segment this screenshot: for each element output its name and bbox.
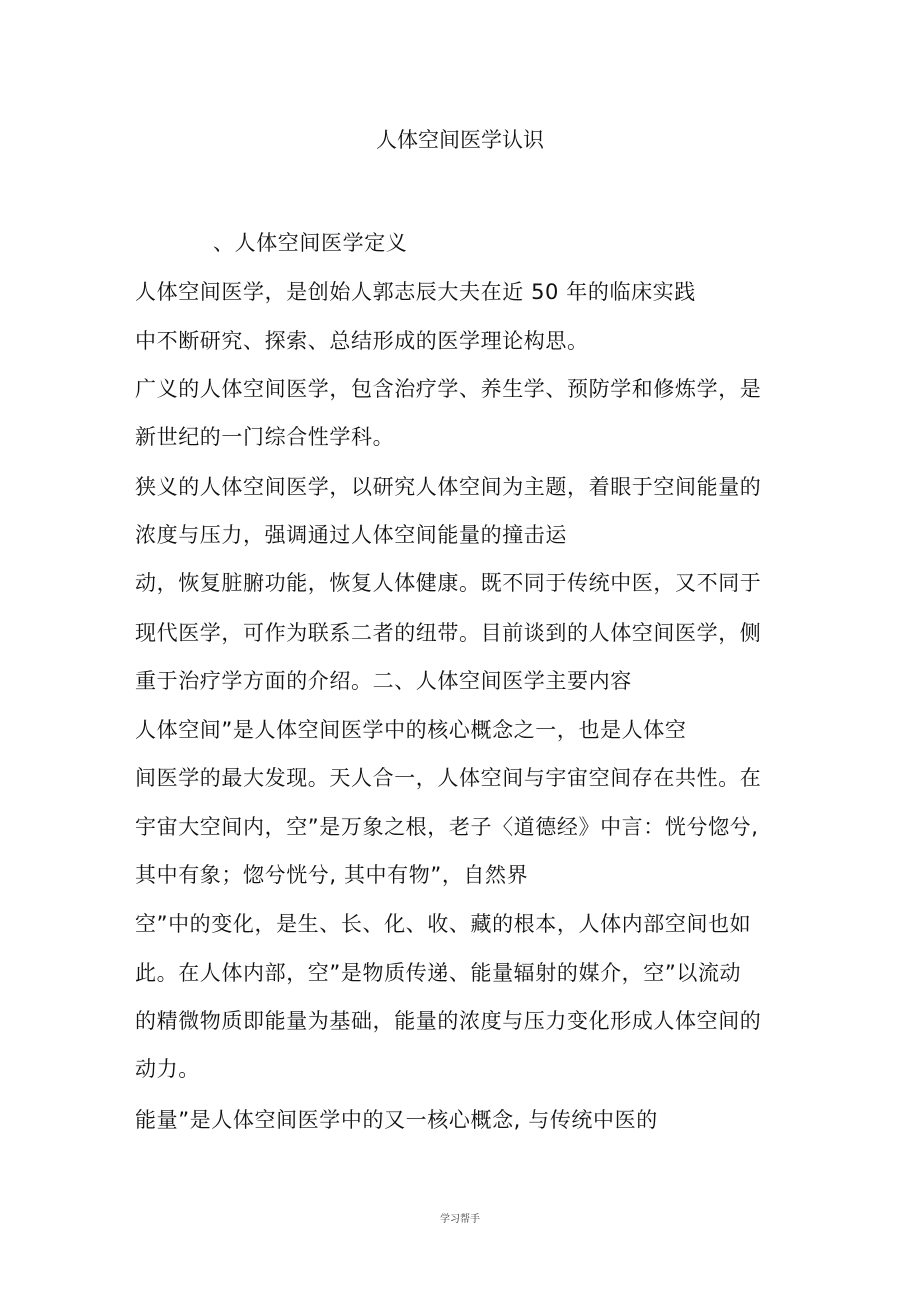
text-line: 宇宙大空间内，空”是万象之根，老子〈道德经》中言：恍兮惚兮, xyxy=(135,815,759,839)
text-line: 能量”是人体空间医学中的又一核心概念, 与传统中医的 xyxy=(135,1108,658,1132)
page-footer: 学习帮手 xyxy=(440,1214,480,1225)
document-title: 人体空间医学认识 xyxy=(376,128,544,152)
text-line: 人体空间医学，是创始人郭志辰大夫在近 50 年的临床实践 xyxy=(135,280,696,304)
text-line: 人体空间”是人体空间医学中的核心概念之一，也是人体空 xyxy=(135,718,687,742)
section-heading-definition: 、人体空间医学定义 xyxy=(213,231,408,255)
text-line: 间医学的最大发现。天人合一，人体空间与宇宙空间存在共性。在 xyxy=(135,766,762,790)
text-line: 广义的人体空间医学，包含治疗学、养生学、预防学和修炼学，是 xyxy=(135,377,762,401)
text-line: 此。在人体内部，空”是物质传递、能量辐射的媒介，空”以流动 xyxy=(135,961,742,985)
text-line: 中不断研究、探索、总结形成的医学理论构思。 xyxy=(135,329,589,353)
text-line: 其中有象；惚兮恍兮, 其中有物”，自然界 xyxy=(135,863,529,887)
text-line: 空”中的变化，是生、长、化、收、藏的根本，人体内部空间也如 xyxy=(135,912,752,936)
text-line: 动力。 xyxy=(135,1057,200,1081)
text-line: 狭义的人体空间医学，以研究人体空间为主题，着眼于空间能量的 xyxy=(135,475,762,499)
text-line: 动，恢复脏腑功能，恢复人体健康。既不同于传统中医，又不同于 xyxy=(135,571,762,595)
text-line: 重于治疗学方面的介绍。二、人体空间医学主要内容 xyxy=(135,669,632,693)
text-line: 现代医学，可作为联系二者的纽带。目前谈到的人体空间医学，侧 xyxy=(135,621,762,645)
text-line: 浓度与压力，强调通过人体空间能量的撞击运 xyxy=(135,523,567,547)
text-line: 的精微物质即能量为基础，能量的浓度与压力变化形成人体空间的 xyxy=(135,1009,762,1033)
text-line: 新世纪的一门综合性学科。 xyxy=(135,425,395,449)
